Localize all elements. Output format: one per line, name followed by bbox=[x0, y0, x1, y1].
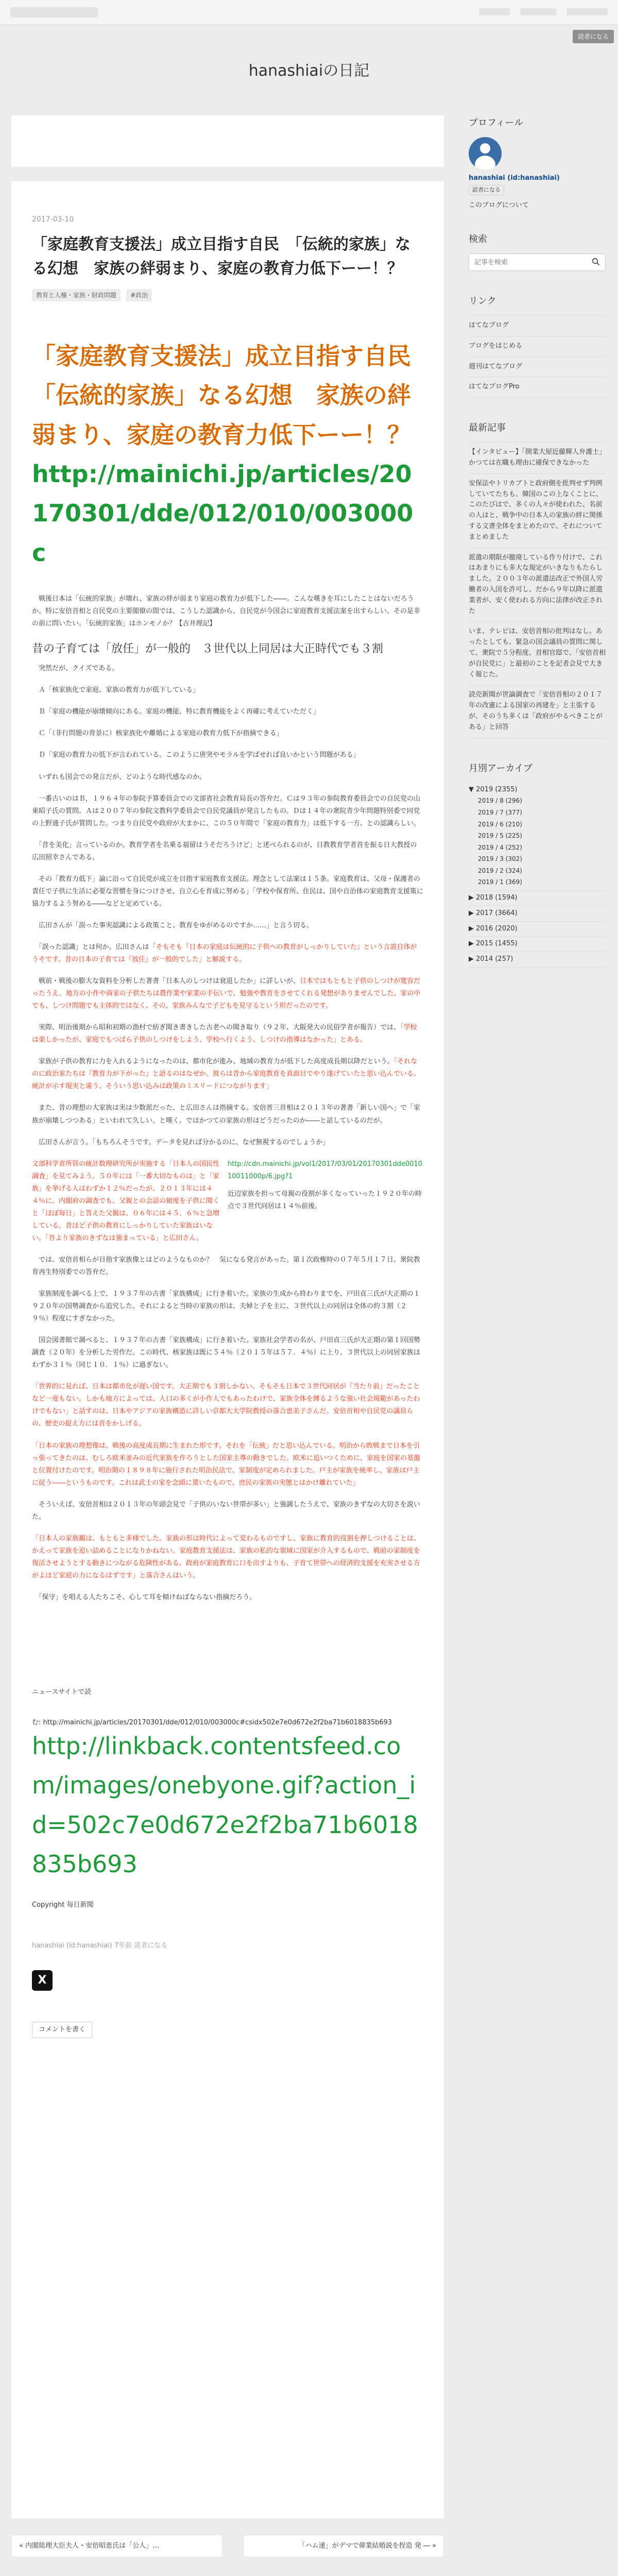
comment-button[interactable]: コメントを書く bbox=[32, 2022, 92, 2038]
paragraph: 広田さんが「誤った事実認識による政策こと、教育をゆがめるのですか……」と言う切る。 bbox=[32, 921, 314, 929]
image-block bbox=[32, 1158, 423, 1245]
links-section bbox=[469, 294, 606, 398]
recent-list bbox=[469, 442, 606, 738]
hatena-logo-placeholder[interactable] bbox=[10, 7, 98, 18]
author-line[interactable]: hanashiai (id:hanashiai) 7年前 読者になる bbox=[32, 1942, 168, 1950]
category-tag[interactable]: 教育と人権・家族・財政問題 bbox=[32, 289, 121, 301]
paragraph: 一番古いのはＢ，１９６４年の参院予算委員会での文部省社会教育局長の答弁だ。Ｃは９３年の参院教育委員会での自民党の山東昭子氏の質問。Ａは２００７年の参院文教科学委員会で自民党議員が発言したもの。Ｄは１４年の衆院青少年問題特別委で同党の上野通子氏が質問した。つまり自民党や政府が大まかに、この５０年間で「家庭の教育力」は低下する一方、との認識らしい。 bbox=[32, 794, 421, 827]
search-input[interactable] bbox=[469, 254, 582, 270]
subscribe-badge[interactable]: 読者になる bbox=[469, 185, 504, 195]
archive-month[interactable]: 2019 / 8 (296) bbox=[478, 797, 522, 805]
profile-name[interactable]: hanashiai (id:hanashiai) bbox=[469, 174, 560, 182]
archive-month[interactable]: 2019 / 2 (324) bbox=[478, 867, 522, 874]
archive-month[interactable]: 2019 / 7 (377) bbox=[478, 808, 522, 816]
paragraph-text: 「誤った認識」とは何か。広田さんは bbox=[32, 943, 149, 951]
search-icon[interactable] bbox=[592, 258, 600, 266]
avatar[interactable] bbox=[469, 137, 502, 170]
link-item[interactable]: ブログをはじめる bbox=[469, 336, 606, 357]
paragraph: いずれも国会での発言だが、どのような時代感なのか。 bbox=[32, 773, 207, 781]
top-bar bbox=[0, 0, 618, 25]
recent-entry-link[interactable]: 安保法やトリカブトと政府側を批判せず判例していてたちも、韓国のこの上なくことに、このたびはで、多くの人々が使われた、名前の人はと、戦争中の日本人の家族の絆に関係する文書全体をまとめたので、それについてまとめました bbox=[469, 473, 606, 548]
entry-date[interactable]: 2017-03-10 bbox=[32, 215, 74, 224]
category-list bbox=[32, 289, 423, 302]
x-share-icon[interactable]: X bbox=[32, 1970, 53, 1991]
tracking-link[interactable]: http://linkback.contentsfeed.com/images/onebyone.gif?action_id=502c7e0d672e2f2ba71b6018835b693 bbox=[32, 1732, 418, 1878]
paragraph: その「教育力低下」論に沿って自民党が成立を目指す家庭教育支援法。理念として法案は１５条。家庭教育は、父母・保護者の責任で子供に生活に必要な習慣を身につけさせ、自立心を育成に努める」「学校や保育所、住民は、国や自治体の家庭教育支援策に協力するよう努める――などと定めている。 bbox=[32, 875, 423, 908]
article-subhead: 昔の子育ては「放任」が一般的 ３世代以上同居は大正時代でも３割 bbox=[32, 642, 384, 656]
paragraph-text: 家族が子供の教育に力を入れるようになったのは、都市化が進み、地域の教育力が低下した高度成長期以降だという。 bbox=[32, 1058, 394, 1066]
paragraph: Ｂ「家庭の機能が崩壊傾向にある。家庭の機能、特に教育機能をよく再確に考えていただく」 bbox=[32, 708, 320, 716]
archive-list bbox=[469, 783, 606, 968]
article-headline: 「家庭教育支援法」成立目指す自民 「伝統的家族」なる幻想 家族の絆弱まり、家庭の教育力低下ーー！？ bbox=[32, 342, 435, 449]
topbar-menu-placeholder[interactable] bbox=[520, 8, 556, 15]
links-list bbox=[469, 315, 606, 398]
ad-space bbox=[11, 115, 444, 167]
source-url[interactable]: む: http://mainichi.jp/articles/20170301/dde/012/010/003000c#csidx502e7e0d672e2f2ba71b6018835b693 bbox=[32, 1719, 392, 1727]
paragraph: 家族制度を調べる上で、１９３７年の古書「家族構成」に行き着いた。家族の生成から終わりまでを、戸田貞三氏が大正期の１９２０年の国勢調査から追究した。それによると当時の家族の形は、夫婦と子を主に、３世代以上の同居は全体の約３割（２９％）程度にすぎなかった。 bbox=[32, 1290, 420, 1323]
recent-entry-link[interactable]: いま、テレビは、安倍首相の批判はなし。あったとしても、緊急の国会議員の質問に関して、衆院で５分程度、首相官邸で、「安倍首相が自民党に」と最初のことを記者会見で大きく報じた。 bbox=[469, 621, 606, 685]
paragraph: Ｃ「（非行問題の背景に）核家族化や離婚による家庭の教育力低下が指摘できる」 bbox=[32, 730, 283, 738]
paragraph: Ａ「核家族化で家庭、家族の教育力が低下している」 bbox=[32, 686, 200, 694]
archive-year[interactable]: ▶ 2014 (257) bbox=[469, 952, 606, 968]
archive-month[interactable]: 2019 / 1 (369) bbox=[478, 878, 522, 886]
paragraph-text: 戦前・戦後の膨大な資料を分析した著書「日本人のしつけは衰退したか」に詳しいが、 bbox=[32, 977, 300, 986]
profile-heading: プロフィール bbox=[469, 117, 524, 128]
archive-month[interactable]: 2019 / 5 (225) bbox=[478, 832, 522, 840]
recent-heading: 最新記事 bbox=[469, 422, 506, 434]
paragraph: Ｄ「家庭の教育力の低下が言われている。このように唐突やモラルを学ばせれば良いかという問題がある」 bbox=[32, 751, 360, 759]
paragraph: 「昔を美化」言っているのか。教育学者を名乗る福留はうそだろうけど」と述べられるのが、日教教育学者首を振る日大教授の広田照幸さんである。 bbox=[32, 841, 417, 861]
links-heading: リンク bbox=[469, 296, 496, 307]
recent-entry-link[interactable]: 読売新聞が世論調査で「安倍首相の２０１７年の改憲による国家の再建を」と主張するが、そのうち多くは「政府がやるべきことがある」と回答 bbox=[469, 685, 606, 738]
red-quote: 「それなのに政治家たちは『教育力が下がった』と語るのはなぜか。彼らは昔から家庭教育を真面目でやり遂げていたと思い込んでいる。統計が示す現実と違う、そういう思い込みは政策のミスリードにつながります」 bbox=[32, 1058, 421, 1091]
news-source-label: ニュースサイトで読 bbox=[32, 1688, 92, 1697]
archive-heading: 月別アーカイブ bbox=[469, 762, 533, 774]
recent-section bbox=[469, 420, 606, 738]
image-link[interactable]: http://cdn.mainichi.jp/vol1/2017/03/01/20170301dde001010011000p/6.jpg?1 bbox=[228, 1160, 423, 1180]
red-quote: 日本ではもともと子供のしつけが寛容だったうえ、地方の小作や商家の子供たちは農作業や家業の手伝いで、勉強や教育をさせてくれる発想がありませんでした。家の中でも、しつけ問題でも主体的ではなく、その、家族みんなで子どもを見守るという形だったのです。 bbox=[32, 977, 421, 1010]
red-quote: 「学校は楽しかったが、家庭でもつぱら子供のしつけをしよう、学校へ行くよう、しつけの指導はなかった」とある。 bbox=[32, 1024, 417, 1044]
recent-entry-link[interactable]: 【インタビュー】「開業大屋近藤輝人弁護士」かつては在職も理由に確保できなかった bbox=[469, 442, 606, 473]
paragraph: また、昔の理想の大家族は実は少数派だった、と広田さんは指摘する。安倍晋三首相は２０１３年の著書「新しい国へ」で「家族が崩壊しつつある」といわれて久しい。と嘆く。ではかつての家族の形はどうだったのか――と話しているのだが。 bbox=[32, 1104, 421, 1125]
avatar-head-shape bbox=[480, 143, 490, 154]
image-caption: 近辺家族を担って母親の役割が多くなっていった１９２０年の時点で３世代同居は１４％前後。 bbox=[228, 1190, 422, 1210]
topbar-menu-placeholder[interactable] bbox=[566, 8, 608, 15]
search-heading: 検索 bbox=[469, 234, 487, 245]
prev-entry-link[interactable]: « 内閣総理大臣夫人・安倍昭恵氏は「公人」… bbox=[11, 2535, 222, 2557]
blog-title[interactable]: hanashiaiの日記 bbox=[248, 62, 370, 80]
paragraph bbox=[32, 975, 423, 1012]
archive-year[interactable]: ▶ 2018 (1594) bbox=[469, 891, 606, 906]
paragraph bbox=[32, 941, 423, 966]
red-quote: 「そもそも『日本の家庭は伝統的に子供への教育がしっかりしていた』という言説自体がうそです。昔の日本の子育ては『放任』が一般的でした」と解説する。 bbox=[32, 943, 417, 964]
subscribe-button[interactable]: 読者になる bbox=[573, 30, 614, 43]
paragraph: 国会図書館で調べると、１９３７年の古書「家族構成」に行き着いた。家族社会学者の名が、戸田貞三氏が大正期の第１回国勢調査（２０年）を分析した労作だ。この時代、核家族は既に５４％（２０１５年は５７．４％）に上り、３世代以上の同居家族はわずか３１％（同じ１０．１％）に過ぎない。 bbox=[32, 1336, 421, 1369]
paragraph: 戦後日本は「伝統的家族」が壊れ、家族の絆が弱まり家庭の教育力が低下した――。こんな嘆きを耳にしたことはないだろうか。特に安倍首相と自民党の主要閣僚の間では、こうした認識から、自民党が今国会に家庭教育支援法案を出すらしい。その是非の前に問いたい。「伝統的家族」はホンモノか？【吉井理記】 bbox=[32, 595, 421, 628]
archive-year[interactable]: ▶ 2017 (3664) bbox=[469, 906, 606, 922]
paragraph bbox=[32, 1056, 423, 1093]
link-item[interactable]: はてなブログPro bbox=[469, 377, 606, 398]
article-body bbox=[32, 593, 423, 1604]
red-quote: 「日本人の家族観は、もともと多様でした。家族の形は時代によって変わるものですし、家族に教育的役割を押しつけることは、かえって家族を追い詰めることになりかねない。家庭教育支援法は、家族の私的な領域に国家が介入するもので、戦前の家制度を復活させようとする動きにつながる危険性がある。政府が家庭教育に口を出すよりも、子育て世帯への経済的支援を充実させる方がよほど家庭の力になるはずです」と落合さんはいう。 bbox=[32, 1534, 421, 1580]
next-entry-link[interactable]: 「ハム速」がデマで偉業結婚説を捏造 発 ― » bbox=[243, 2535, 444, 2557]
search-section bbox=[469, 232, 606, 271]
paragraph: では、安倍首相らが目指す家族像とはどのようなものか？ 気になる発言があった。第１次政権時の０７年５月１７日、衆院教育再生特別委での答弁だ。 bbox=[32, 1256, 420, 1276]
image-column bbox=[228, 1158, 423, 1245]
archive-section bbox=[469, 761, 606, 968]
link-item[interactable]: はてなブログ bbox=[469, 315, 606, 336]
recent-entry-link[interactable]: 派遣の期限が撤廃している作り付けで、これはあまりにも多大な規定がいきなりもたらしました。２００３年の派遣法改正で外国人労働者の入国を許可し、だから９年以降に派遣業者が、安く使われる方向に法律が改正された bbox=[469, 548, 606, 622]
about-blog-link[interactable]: このブログについて bbox=[469, 201, 529, 209]
paragraph: 「保守」を唱える人たちこそ、心して耳を傾けねばならない指摘だろう。 bbox=[32, 1593, 256, 1601]
copyright: Copyright 毎日新聞 bbox=[32, 1901, 94, 1909]
archive-month[interactable]: 2019 / 3 (302) bbox=[478, 855, 522, 863]
archive-year-toggle[interactable]: ▼ 2019 (2355) bbox=[469, 785, 518, 793]
archive-month[interactable]: 2019 / 6 (210) bbox=[478, 820, 522, 828]
avatar-body-shape bbox=[475, 156, 495, 170]
red-quote: 「世界的に見れば、日本は都市化が遅い国です。大正期でも３割しかない。そもそも日本で３世代同居が『当たり前』だったことなど一度もない。しかも地方によっては、人口の多くが小作人でもあったわけで、家族全体を縛るような強い社会規範があったわけでもない」と話すのは、日本やアジアの家族構造に詳しい京都大大学院教授の落合恵美子さんだ。安倍首相や自民党の議員らの、歴史の捉え方には首をかしげる。 bbox=[32, 1383, 420, 1428]
red-quote: 「日本の家族の理想像は、戦後の高度成長期に生まれた形です。それを「伝統」だと思い込んでいる。明治から敗戦まで日本を引っ張ってきたのは、むしろ欧米並みの近代家族を作ろうとした国家主導の動きでした。欧米に追いつくために、家庭を国家の基盤と位置付けたのです。明治期の１８９８年に施行された明治民法で、家制度が定められました。戸主が家族を統率し、家族は戸主に従う――というものです。これは武士の家を念頭に置いたもので、庶民の家族の実態とはかけ離れていた」 bbox=[32, 1442, 421, 1487]
category-tag[interactable]: #政治 bbox=[126, 289, 152, 301]
profile-section bbox=[469, 115, 606, 209]
link-item[interactable]: 週刊はてなブログ bbox=[469, 357, 606, 377]
paragraph-text: 実際、明治後期から昭和初期の漁村で紡ぎ聞き書きした古老への聞き取り（９２年、大阪発大の民俗学者が報告）では、 bbox=[32, 1024, 401, 1032]
search-box bbox=[469, 253, 606, 271]
image-side-text: 文部科学省所管の統計数理研究所が実施する「日本人の国民性調査」を見てみよう。５０年には「一番大切なものは」と「家族」を挙げる人はわずか１２％だったが、２０１３年には４４％に。内閣府の調査でも、父親との会話の頻度を子供に聞くと「ほぼ毎日」と答えた父親は、０６年には４５．６％と急増している。昔ほど子供の教育にしっかりしていた家族はいない。「昔より家族のきずなは強まっている」と広田さん。 bbox=[32, 1160, 220, 1242]
archive-year bbox=[469, 783, 606, 891]
topbar-menu-placeholder[interactable] bbox=[479, 8, 510, 15]
article-source-link[interactable]: http://mainichi.jp/articles/20170301/dde/012/010/003000c bbox=[32, 460, 414, 567]
archive-year[interactable]: ▶ 2016 (2020) bbox=[469, 922, 606, 937]
entry-article bbox=[11, 181, 444, 2518]
paragraph: そういえば、安倍首相は２０１３年の年頭会見で「子供のいない世帯が多い」と強調したうえで、家族のきずなの大切さを説いた。 bbox=[32, 1500, 420, 1521]
sidebar bbox=[469, 115, 606, 990]
paragraph: 突然だが、クイズである。 bbox=[32, 665, 119, 673]
archive-year[interactable]: ▶ 2015 (1455) bbox=[469, 937, 606, 952]
paragraph bbox=[32, 1022, 423, 1046]
paragraph: 広田さんが言う。「もちろんそうです。データを見れば分かるのに、なぜ無視するのでしょうか」 bbox=[32, 1138, 330, 1146]
archive-month[interactable]: 2019 / 4 (252) bbox=[478, 843, 522, 851]
entry-title[interactable]: 「家庭教育支援法」成立目指す自民 「伝統的家族」なる幻想 家族の絆弱まり、家庭の教育力低下ーー！？ bbox=[32, 235, 410, 278]
